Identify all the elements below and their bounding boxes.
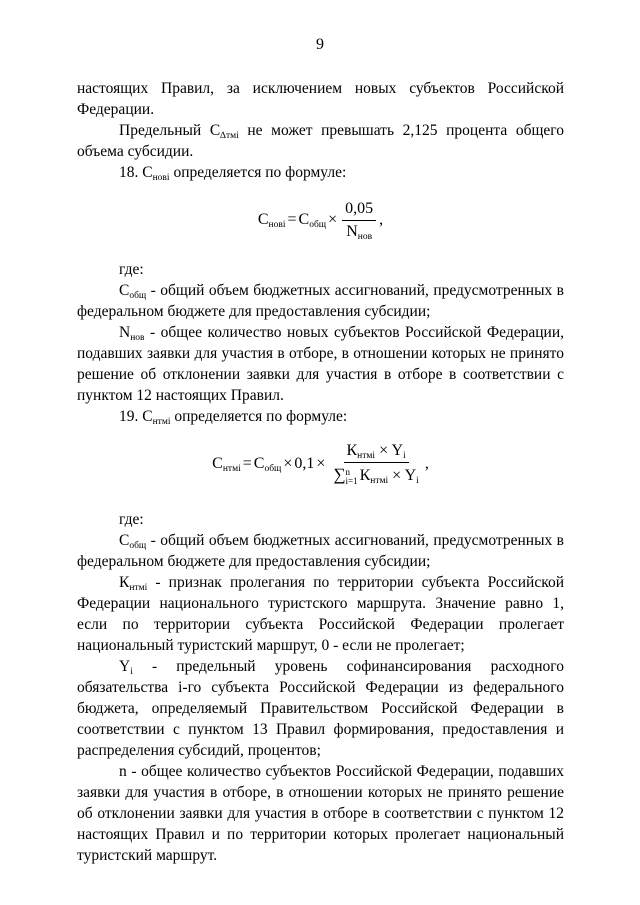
f1-denominator: $N_{нов}$ [346,222,373,242]
f1-c-obsh: $С_{общ}$ [298,211,327,230]
sum-symbol: ∑ [333,465,346,485]
f2-times-1: × [283,455,293,472]
p18-suffix: определяется по формуле: [169,164,347,181]
where-1: где: [119,261,144,278]
f1-equals: = [287,211,297,228]
paragraph-19 [77,406,564,427]
where-2: где: [119,511,144,528]
definition-y: $Y_i$ - предельный уровень софинансирования расходного обязательства i-го субъекта Российской Федерации из федерального бюджета, определяемый Правительством Российской Федерации в соответствии с пунктом 13 Правил формирования, предоставления и распределения субсидий, процентов; [77,658,564,759]
f1-lhs: $С_{новi}$ [257,211,286,230]
sum-limits: n i=1 [345,466,358,486]
p18-prefix: 18. С [119,164,153,181]
limit-text-before: Предельный [119,122,210,139]
limit-subscript: ∆тмi [220,131,239,141]
formula-c-ntm [77,439,564,489]
paragraph-18 [77,162,564,183]
definition-n-nov: $N_{нов}$ - общее количество новых субъектов Российской Федерации, подавших заявки для участия в отборе, в отношении которых не принято решение об отклонении заявки для участия в отборе в соответствии с пунктом 12 настоящих Правил. [77,324,564,404]
f1-numerator: 0,05 [342,200,376,221]
f1-comma: , [379,211,384,228]
f2-comma: , [424,455,429,472]
f2-c-obsh: $С_{общ}$ [253,455,282,474]
f1-times: × [328,211,338,228]
limit-text-after: не может превышать 2,125 процента общего объема субсидии. [77,122,564,160]
paragraph-limit [77,120,564,162]
limit-symbol: С [209,122,221,139]
formula-c-nov [77,197,564,243]
definition-c-obsh-1: $С_{общ}$ - общий объем бюджетных ассигнований, предусмотренных в федеральном бюджете для предоставления субсидии; [77,282,564,320]
paragraph-intro: настоящих Правил, за исключением новых субъектов Российской Федерации. [77,80,564,118]
f2-equals: = [242,455,252,472]
definition-n: n - общее количество субъектов Российской Федерации, подавших заявки для участия в отборе, в отношении которых не принято решение об отклонении заявки для участия в отборе в соответствии с пунктом 12 настоящих Правил и по территории которых пролегает национальный туристский маршрут. [77,763,564,864]
f2-numerator: $К_{нтмi} \times Y_i$ [344,442,409,463]
p19-prefix: 19. С [119,408,153,425]
p19-suffix: определяется по формуле: [170,408,348,425]
f2-lhs: $С_{нтмi}$ [212,455,241,474]
page-number: 9 [316,36,324,53]
f2-fraction [330,442,421,485]
f1-fraction [342,200,376,241]
f2-denominator: ∑ n i=1 $К_{нтмi} \times Y_i$ [333,465,419,487]
p18-subscript: новi [152,173,170,183]
p19-subscript: нтмi [152,417,171,427]
definition-k-ntm: $К_{нтмi}$ - признак пролегания по территории субъекта Российской Федерации национального туристского маршрута. Значение равно 1, если по территории субъекта Российской Федерации пролегает национальный туристский маршрут, 0 - если не пролегает; [77,574,564,654]
body-text [77,78,564,866]
definition-c-obsh-2: $С_{общ}$ - общий объем бюджетных ассигнований, предусмотренных в федеральном бюджете для предоставления субсидии; [77,532,564,570]
f2-times-2: × [316,455,326,472]
f2-coefficient: 0,1 [294,455,315,472]
